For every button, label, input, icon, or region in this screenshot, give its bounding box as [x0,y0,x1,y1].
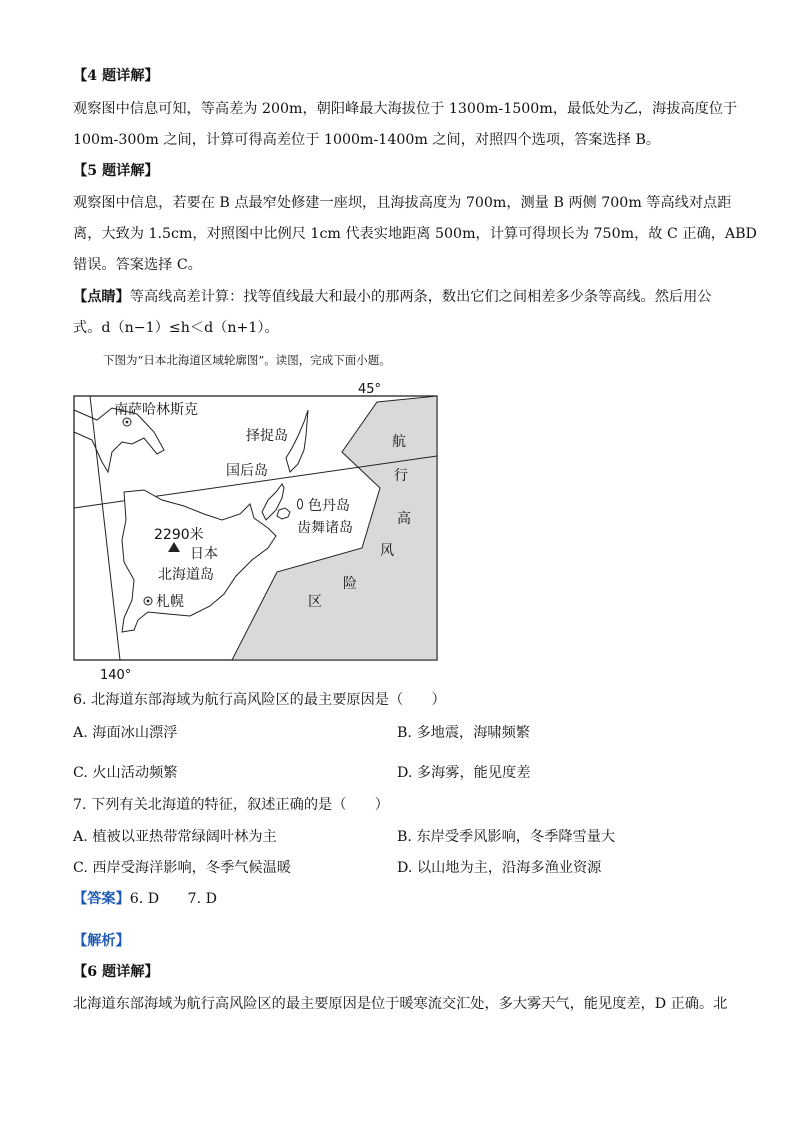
label-lat-45: 45° [358,382,382,397]
q6-option-d: D. 多海雾，能见度差 [397,765,531,781]
q6-detail-heading: 【6 题详解】 [73,964,159,980]
q4-paragraph-line-2: 100m-300m 之间，计算可得高差位于 1000m-1400m 之间，对照四个选项，答案选择 B。 [73,132,661,148]
habomai-islands [277,508,290,519]
label-zone-char-5: 险 [343,576,357,592]
q5-heading: 【5 题详解】 [73,163,159,179]
q6-stem: 6. 北海道东部海域为航行高风险区的最主要原因是（ ） [73,692,446,708]
label-zone-char-6: 区 [308,594,322,610]
q7-option-a: A. 植被以亚热带常绿阔叶林为主 [73,829,277,845]
q4-paragraph-line-1: 观察图中信息可知，等高差为 200m，朝阳峰最大海拔位于 1300m-1500m，最低处为乙，海拔高度位于 [73,101,738,117]
label-sapporo: 札幌 [156,594,184,610]
label-zone-char-4: 风 [380,543,394,559]
yuzhno-city-dot [126,421,129,424]
answer-line [73,889,217,909]
q7-option-d: D. 以山地为主，沿海多渔业资源 [397,860,602,876]
label-zone-char-1: 航 [392,434,406,450]
tip-line-1 [73,287,711,307]
label-japan: 日本 [190,546,218,562]
q7-option-b: B. 东岸受季风影响，冬季降雪量大 [397,829,616,845]
etorofu-island [286,410,308,472]
hokkaido-map [72,380,440,685]
answer-label: 【答案】 [73,891,130,907]
tip-text-1: 等高线高差计算：找等值线最大和最小的那两条，数出它们之间相差多少条等高线。然后用公 [129,289,712,305]
map-intro: 下图为“日本北海道区域轮廓图”。读图，完成下面小题。 [103,353,391,367]
label-yuzhno-sakhalinsk: 南萨哈林斯克 [114,402,198,418]
q6-detail-paragraph-line-1: 北海道东部海域为航行高风险区的最主要原因是位于暖寒流交汇处，多大雾天气，能见度差，D 正确。北 [73,996,728,1012]
q5-paragraph-line-3: 错误。答案选择 C。 [73,257,202,273]
q7-option-c: C. 西岸受海洋影响，冬季气候温暖 [73,860,291,876]
q6-option-c: C. 火山活动频繁 [73,765,178,781]
longitude-line-140 [90,396,120,660]
shikotan-island [298,499,303,509]
label-shikotan: 色丹岛 [308,498,350,514]
label-zone-char-2: 行 [394,468,408,484]
q6-option-b: B. 多地震，海啸频繁 [397,725,530,741]
q5-paragraph-line-1: 观察图中信息，若要在 B 点最窄处修建一座坝，且海拔高度为 700m，测量 B 两侧 700m 等高线对点距 [73,195,732,211]
label-hokkaido: 北海道岛 [158,567,214,583]
q6-option-a: A. 海面冰山漂浮 [73,725,178,741]
label-kunashiri: 国后岛 [226,463,268,479]
analysis-heading: 【解析】 [73,933,130,949]
answer-text: 6. D 7. D [129,891,217,907]
q7-stem: 7. 下列有关北海道的特征，叙述正确的是（ ） [73,797,389,813]
tip-label: 【点睛】 [73,289,130,305]
label-peak-elevation: 2290米 [154,527,204,543]
q5-paragraph-line-2: 离，大致为 1.5cm，对照图中比例尺 1cm 代表实地距离 500m，计算可得坝长为 750m，故 C 正确，ABD [73,226,757,242]
tip-line-2: 式。d（n−1）≤h＜d（n+1）。 [73,320,279,336]
label-habomai: 齿舞诸岛 [297,520,353,536]
label-etorofu: 择捉岛 [246,428,288,444]
q4-heading: 【4 题详解】 [73,68,159,84]
sapporo-city-dot [147,600,150,603]
label-lon-140: 140° [100,668,132,683]
label-zone-char-3: 高 [397,511,411,527]
